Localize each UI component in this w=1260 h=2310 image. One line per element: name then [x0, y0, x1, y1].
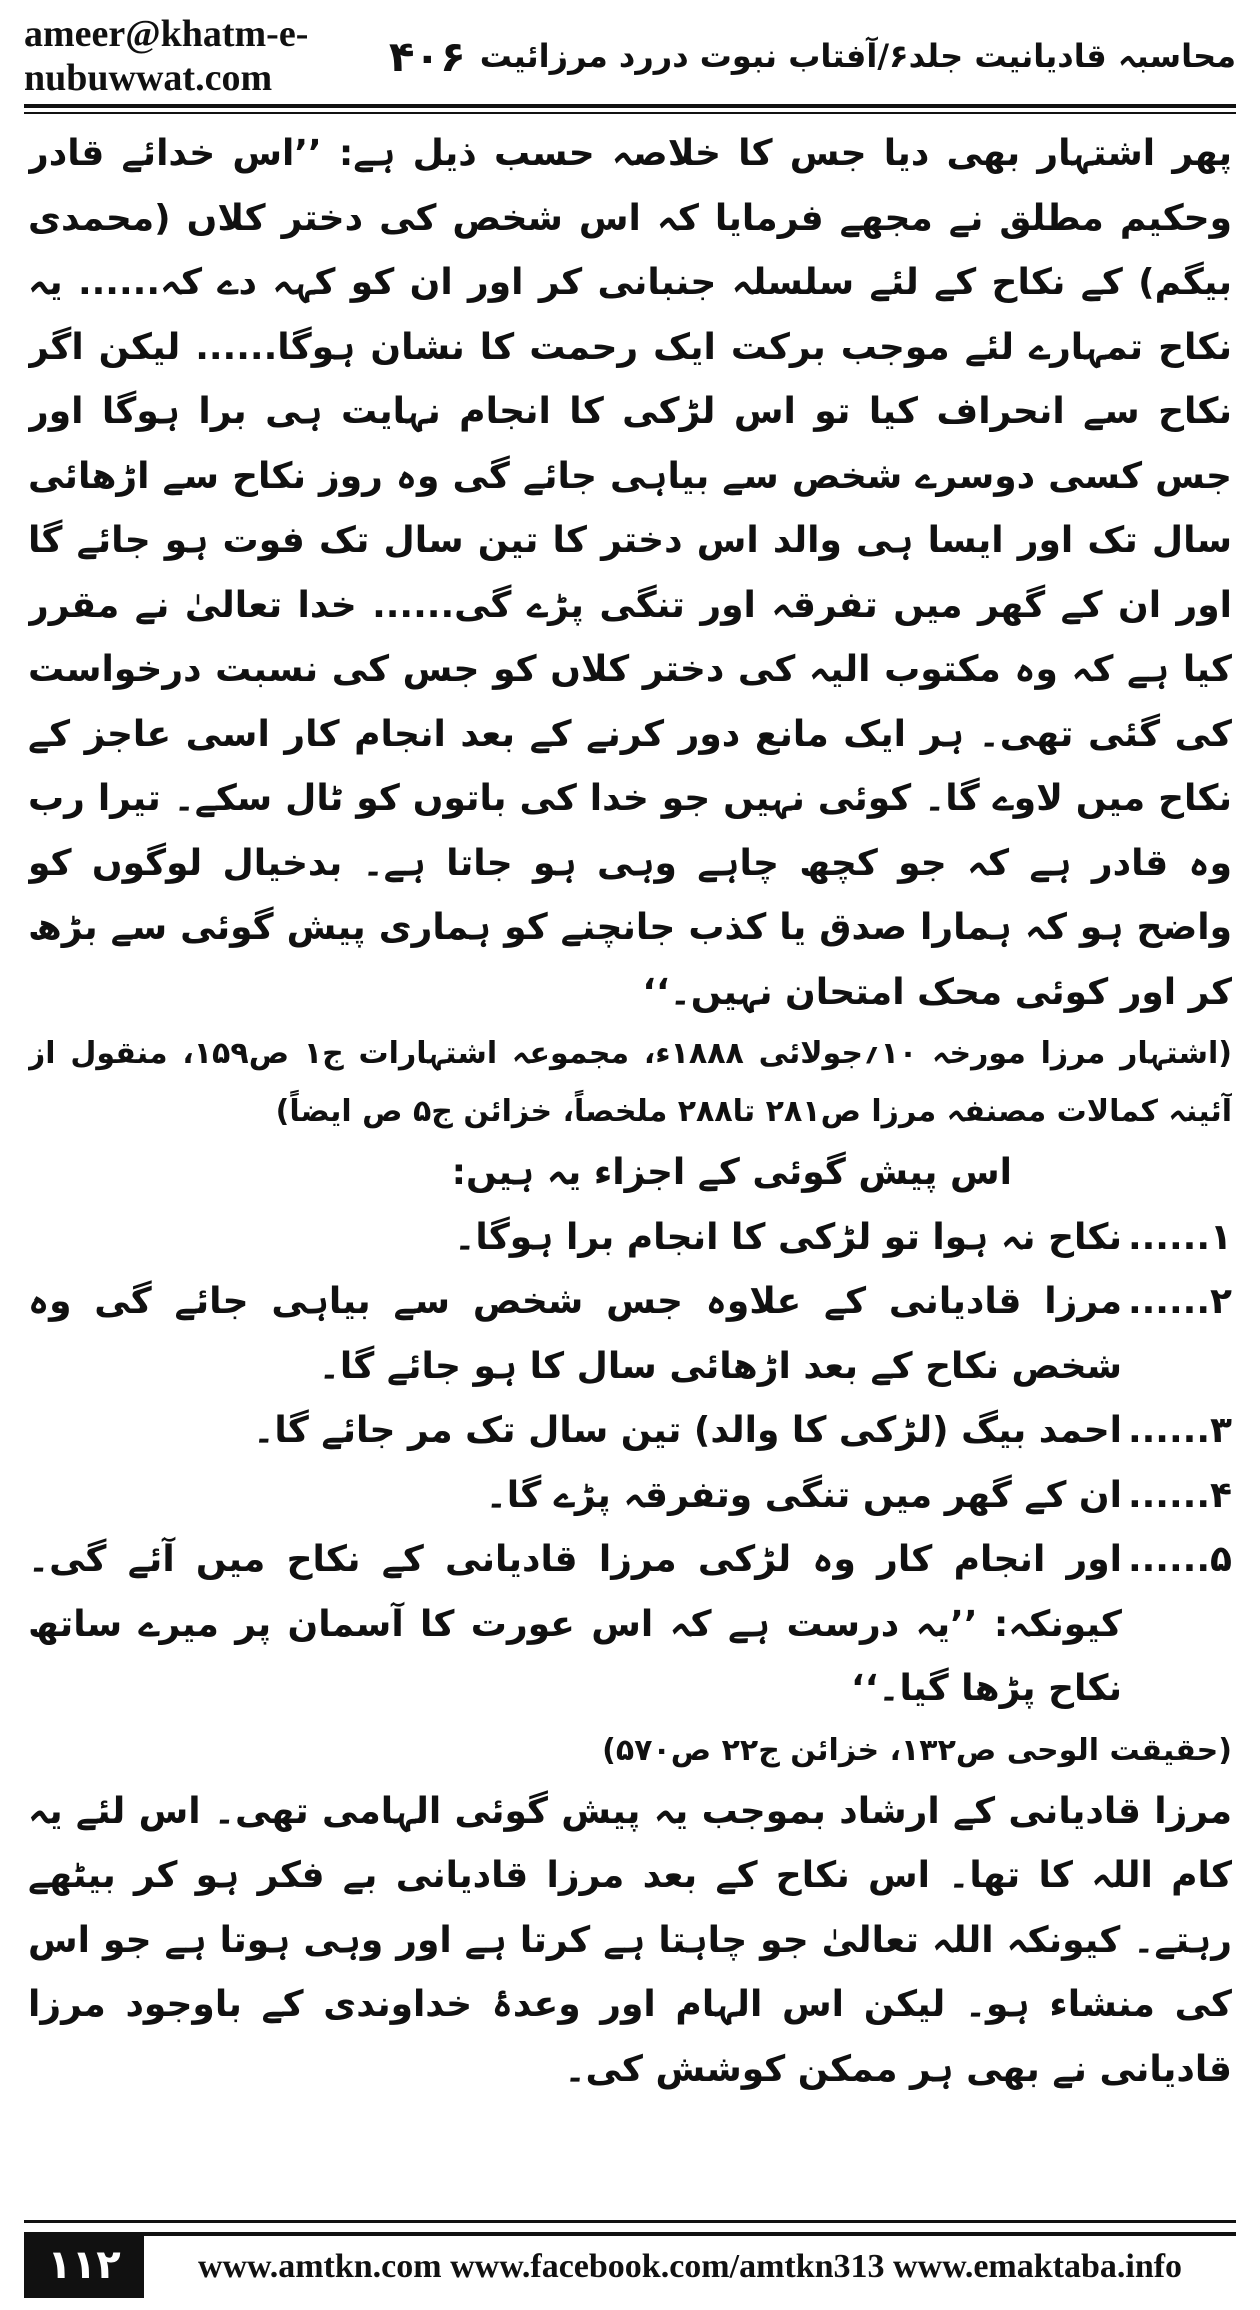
page-body [28, 122, 1232, 2190]
list-item-text: نکاح نہ ہوا تو لڑکی کا انجام برا ہوگا۔ [454, 1216, 1122, 1258]
list-item-number: ۱...... [1127, 1216, 1232, 1258]
list-item-number: ۵...... [1127, 1539, 1232, 1580]
list-item-text: مرزا قادیانی کے علاوہ جس شخص سے بیاہی جائے گی وہ شخص نکاح کے بعد اڑھائی سال کا ہو جائے گا۔ [28, 1281, 1122, 1387]
list-item-text: اور انجام کار وہ لڑکی مرزا قادیانی کے نکاح میں آئے گی۔ کیونکہ: ’’یہ درست ہے کہ اس عورت کا آسمان پر میرے ساتھ نکاح پڑھا گیا۔‘‘ [28, 1539, 1122, 1709]
list-item-text: ان کے گھر میں تنگی وتفرقہ پڑے گا۔ [485, 1474, 1122, 1516]
list-item [28, 1206, 1232, 1271]
footer-rule [24, 2220, 1236, 2223]
header-book-title: محاسبہ قادیانیت جلد۶/آفتاب نبوت دررد مرزائیت [479, 37, 1236, 75]
page-footer [24, 2232, 1236, 2298]
paragraph-quote: پھر اشتہار بھی دیا جس کا خلاصہ حسب ذیل ہے: ’’اس خدائے قادر وحکیم مطلق نے مجھے فرمایا کہ اس شخص کی دختر کلاں (محمدی بیگم) کے نکاح کے لئے سلسلہ جنبانی کر اور ان کو کہہ دے کہ...... یہ نکاح تمہارے لئے موجب برکت ایک رحمت کا نشان ہوگا...... لیکن اگر نکاح سے انحراف کیا تو اس لڑکی کا انجام نہایت ہی برا ہوگا اور جس کسی دوسرے شخص سے بیاہی جائے گی وہ روز نکاح سے اڑھائی سال تک اور ایسا ہی والد اس دختر کا تین سال تک فوت ہو جائے گا اور ان کے گھر میں تفرقہ اور تنگی پڑے گی...... خدا تعالیٰ نے مقرر کیا ہے کہ وہ مکتوب الیہ کی دختر کلاں کو جس کی نسبت درخواست کی گئی تھی۔ ہر ایک مانع دور کرنے کے بعد انجام کار اسی عاجز کے نکاح میں لاوے گا۔ کوئی نہیں جو خدا کی باتوں کو ٹال سکے۔ تیرا رب وہ قادر ہے کہ جو کچھ چاہے وہی ہو جاتا ہے۔ بدخیال لوگوں کو واضح ہو کہ ہمارا صدق یا کذب جانچنے کو ہماری پیش گوئی سے بڑھ کر اور کوئی محک امتحان نہیں۔‘‘ [28, 133, 1232, 1013]
header-title-group [389, 32, 1236, 81]
header-email: ameer@khatm-e-nubuwwat.com [24, 13, 309, 99]
list-item-number: ۴...... [1127, 1474, 1232, 1516]
page-header [24, 8, 1236, 104]
header-rule-thin [24, 112, 1236, 114]
list-item [28, 1270, 1232, 1399]
citation-2: (حقیقت الوحی ص۱۳۲، خزائن ج۲۲ ص۵۷۰) [602, 1732, 1232, 1768]
paragraph-conclusion: مرزا قادیانی کے ارشاد بموجب یہ پیش گوئی الہامی تھی۔ اس لئے یہ کام اللہ کا تھا۔ اس نکاح کے بعد مرزا قادیانی بے فکر ہو کر بیٹھے رہتے۔ کیونکہ اللہ تعالیٰ جو چاہتا ہے کرتا ہے اور وہی ہوتا ہے جو اس کی منشاء ہو۔ لیکن اس الہام اور وعدۂ خداوندی کے باوجود مرزا قادیانی نے بھی ہر ممکن کوشش کی۔ [28, 1790, 1232, 2090]
footer-links-bar [144, 2232, 1236, 2298]
list-intro: اس پیش گوئی کے اجزاء یہ ہیں: [451, 1152, 1012, 1193]
footer-page-box: ۱۱۲ [24, 2232, 144, 2298]
list-item [28, 1399, 1232, 1464]
list-item-text: احمد بیگ (لڑکی کا والد) تین سال تک مر جائے گا۔ [253, 1410, 1122, 1451]
header-page-number: ۴۰۶ [388, 31, 466, 81]
prophecy-list [28, 1206, 1232, 1722]
citation-1: (اشتہار مرزا مورخہ ۱۰؍جولائی ۱۸۸۸ء، مجموعہ اشتہارات ج۱ ص۱۵۹، منقول از آئینہ کمالات مصنفہ مرزا ص۲۸۱ تا۲۸۸ ملخصاً، خزائن ج۵ ص ایضاً) [28, 1036, 1232, 1129]
list-item-number: ۲...... [1127, 1281, 1232, 1322]
list-item-number: ۳...... [1127, 1410, 1232, 1451]
list-item [28, 1528, 1232, 1722]
header-rule [24, 104, 1236, 108]
footer-urls: www.amtkn.com www.facebook.com/amtkn313 www.emaktaba.info [197, 2248, 1183, 2285]
list-item [28, 1464, 1232, 1529]
